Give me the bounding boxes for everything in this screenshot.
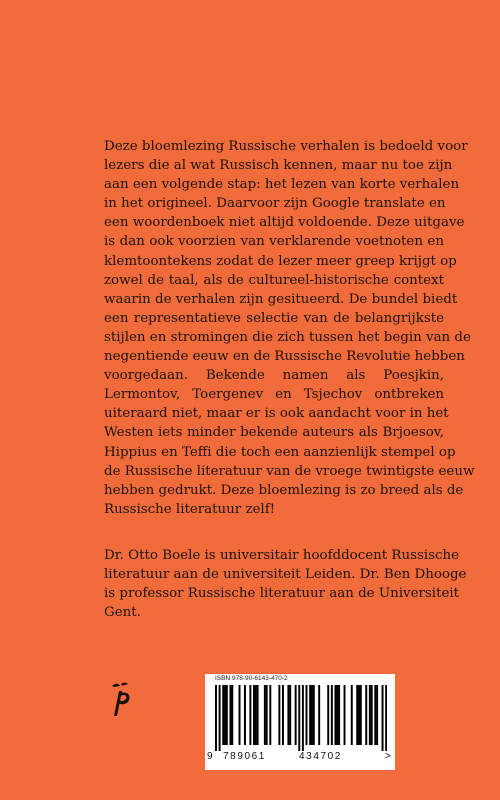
- blurb-line: Lermontov, Toergenev en Tsjechov ontbreken: [104, 387, 444, 403]
- barcode-bar: [229, 685, 231, 745]
- barcode-first-digit: 9: [207, 751, 213, 762]
- barcode-bar: [374, 685, 376, 745]
- barcode-bar: [266, 685, 268, 745]
- barcode-bar: [249, 685, 251, 745]
- barcode-bar: [382, 685, 384, 751]
- blurb-line: waarin de verhalen zijn gesitueerd. De bundel biedt: [104, 291, 458, 307]
- barcode-bar: [336, 685, 338, 745]
- barcode-bar: [376, 685, 378, 745]
- barcode-bar: [351, 685, 353, 745]
- barcode-bar: [356, 685, 358, 745]
- publisher-logo-icon: [108, 682, 132, 718]
- barcode-bar: [295, 685, 297, 745]
- blurb-line: de Russische literatuur van de vroege twintigste eeuw: [104, 463, 475, 479]
- barcode-bar: [327, 685, 329, 745]
- barcode-bar: [338, 685, 340, 745]
- barcode-bar: [255, 685, 257, 745]
- barcode-bar: [344, 685, 346, 745]
- blurb-line: aan een volgende stap: het lezen van korte verhalen: [104, 177, 460, 193]
- author-bio-line: is professor Russische literatuur aan de Universiteit: [104, 586, 460, 602]
- barcode-bar: [369, 685, 371, 745]
- blurb-line: voorgedaan. Bekende namen als Poesjkin,: [104, 368, 444, 384]
- barcode-bar: [231, 685, 233, 745]
- barcode-bar: [371, 685, 373, 745]
- barcode-bar: [331, 685, 333, 745]
- barcode-right-digits: 434702: [299, 751, 342, 762]
- blurb-line: zowel de taal, als de cultureel-historische context: [104, 272, 444, 288]
- barcode-bar: [360, 685, 362, 745]
- blurb-line: is dan ook voorzien van verklarende voetnoten en: [104, 234, 444, 250]
- blurb-line: klemtoontekens zodat de lezer meer greep krijgt op: [104, 253, 457, 269]
- blurb-line: lezers die al wat Russisch kennen, maar nu toe zijn: [104, 158, 453, 174]
- barcode-bar: [244, 685, 246, 745]
- blurb-line: een woordenboek niet altijd voldoende. Deze uitgave: [104, 215, 465, 231]
- barcode-bar: [306, 685, 308, 745]
- barcode-bar: [269, 685, 271, 745]
- blurb-line: uiteraard niet, maar er is ook aandacht voor in het: [104, 406, 449, 422]
- barcode-bar: [253, 685, 255, 745]
- barcode-bar: [264, 685, 266, 745]
- barcode-bar: [298, 685, 300, 751]
- author-bio-line: Dr. Otto Boele is universitair hoofddocent Russische: [104, 548, 460, 563]
- barcode-bar: [219, 685, 221, 751]
- barcode-bar: [224, 685, 226, 745]
- blurb-line: negentiende eeuw en de Russische Revolutie hebben: [104, 349, 465, 365]
- barcode-bar: [318, 685, 320, 745]
- blurb-line: Deze bloemlezing Russische verhalen is bedoeld voor: [104, 139, 468, 154]
- barcode-bar: [257, 685, 259, 745]
- blurb-line: Westen iets minder bekende auteurs als Brjoesov,: [104, 425, 444, 441]
- blurb-line: een representatieve selectie van de belangrijkste: [104, 310, 444, 326]
- blurb-line: Russische literatuur zelf!: [104, 501, 276, 517]
- barcode: [205, 674, 395, 770]
- author-bio-line: Gent.: [104, 605, 141, 621]
- blurb-line: Hippius en Teffi die toch een aanzienlijk stempel op: [104, 444, 456, 460]
- barcode-bar: [289, 685, 291, 745]
- barcode-bar: [226, 685, 228, 745]
- barcode-bar: [222, 685, 224, 745]
- barcode-bar: [385, 685, 387, 751]
- barcode-bar: [215, 685, 217, 751]
- barcode-bars: [215, 685, 387, 751]
- barcode-bar: [334, 685, 336, 745]
- barcode-bar: [358, 685, 360, 745]
- barcode-bar: [365, 685, 367, 745]
- barcode-bar: [287, 685, 289, 745]
- author-bio: [104, 546, 467, 622]
- blurb-line: in het origineel. Daarvoor zijn Google translate en: [104, 196, 446, 212]
- barcode-arrow: >: [385, 751, 391, 762]
- blurb-line: stijlen en stromingen die zich tussen het begin van de: [104, 329, 471, 345]
- barcode-bar: [313, 685, 315, 745]
- blurb-line: hebben gedrukt. Deze bloemlezing is zo breed als de: [104, 482, 464, 498]
- barcode-bar: [278, 685, 280, 745]
- barcode-bar: [311, 685, 313, 745]
- barcode-bar: [239, 685, 241, 745]
- blurb-text: [104, 137, 475, 519]
- barcode-bar: [302, 685, 304, 751]
- author-bio-line: literatuur aan de universiteit Leiden. Dr. Ben Dhooge: [104, 567, 467, 583]
- barcode-left-digits: 789061: [223, 751, 266, 762]
- barcode-bar: [309, 685, 311, 745]
- barcode-bar: [282, 685, 284, 745]
- isbn-label: ISBN 978-90-6143-470-2: [215, 675, 288, 682]
